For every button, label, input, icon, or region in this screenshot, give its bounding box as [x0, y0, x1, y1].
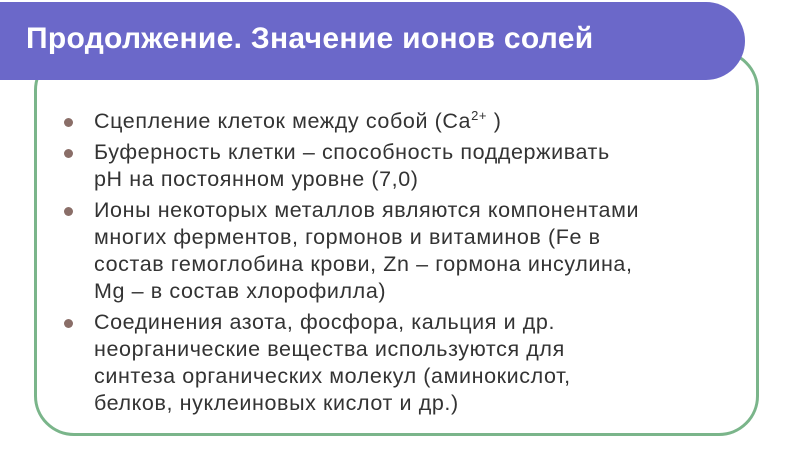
- bullet-item-metal-ions: [60, 197, 750, 305]
- bullet-dot-icon: [64, 149, 73, 158]
- bullet-text-tail: ): [487, 109, 502, 133]
- bullet-line: белков, нуклеиновых кислот и др.): [94, 391, 459, 415]
- bullet-line: Mg – в состав хлорофилла): [94, 279, 387, 303]
- title-bar: [0, 2, 745, 80]
- bullet-item-compounds: [60, 309, 750, 417]
- bullet-line: Соединения азота, фосфора, кальция и др.: [94, 310, 556, 334]
- bullet-item-cell-adhesion: [60, 108, 750, 135]
- bullet-line: многих ферментов, гормонов и витаминов (Fe в: [94, 225, 601, 249]
- bullet-text: Сцепление клеток между собой (Ca: [94, 109, 472, 133]
- bullet-line: синтеза органических молекул (аминокислот,: [94, 364, 571, 388]
- bullet-item-buffering: [60, 139, 750, 193]
- slide-title: Продолжение. Значение ионов солей: [26, 22, 594, 55]
- charge-superscript: 2+: [471, 108, 488, 123]
- bullet-line: состав гемоглобина крови, Zn – гормона инсулина,: [94, 252, 633, 276]
- bullet-line: Ионы некоторых металлов являются компонентами: [94, 198, 640, 222]
- bullet-dot-icon: [64, 319, 73, 328]
- bullet-line: Буферность клетки – способность поддерживать: [94, 140, 610, 164]
- bullet-line: неорганические вещества используются для: [94, 337, 565, 361]
- bullet-line: [94, 108, 750, 135]
- bullet-list: [60, 108, 750, 421]
- bullet-dot-icon: [64, 207, 73, 216]
- bullet-dot-icon: [64, 118, 73, 127]
- bullet-line: pH на постоянном уровне (7,0): [94, 167, 419, 191]
